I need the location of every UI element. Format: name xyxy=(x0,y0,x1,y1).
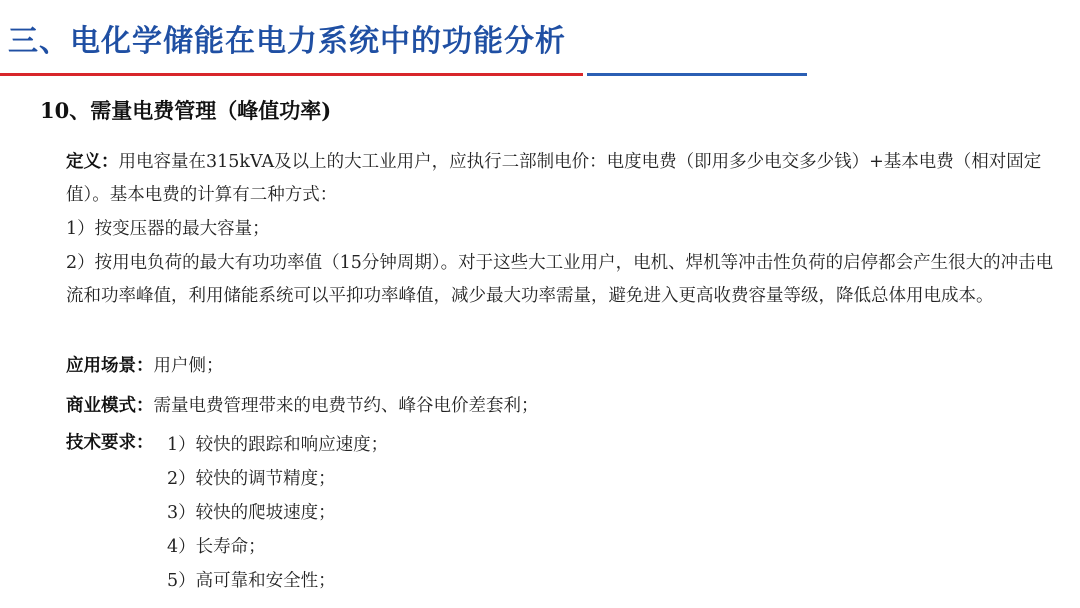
technical-item: 1）较快的跟踪和响应速度； xyxy=(167,435,389,455)
application-label: 应用场景 xyxy=(66,356,136,376)
technical-item: 5）高可靠和安全性； xyxy=(167,571,336,591)
method-2: 2）按用电负荷的最大有功功率值（15分钟周期）。对于这些大工业用户，电机、焊机等冲击性负荷的启停都会产生很大的冲击电流和功率峰值，利用储能系统可以平抑功率峰值，减少最大功率需量，避免进入更高收费容量等级，降低总体用电成本。 xyxy=(66,253,1054,306)
definition-paragraph xyxy=(66,146,1066,212)
slide-title: 三、电化学储能在电力系统中的功能分析 xyxy=(8,24,566,59)
application-text: 用户侧； xyxy=(153,356,224,376)
business-text: 需量电费管理带来的电费节约、峰谷电价差套利； xyxy=(153,396,539,416)
business-colon: ： xyxy=(136,396,154,416)
technical-label: 技术要求 xyxy=(66,433,136,453)
title-underline-red xyxy=(0,73,583,76)
technical-item: 4）长寿命； xyxy=(167,537,266,557)
technical-item: 3）较快的爬坡速度； xyxy=(167,503,336,523)
application-colon: ： xyxy=(136,356,154,376)
definition-colon: ： xyxy=(101,152,119,172)
title-underline-blue xyxy=(587,73,807,76)
business-line xyxy=(66,392,539,417)
technical-colon: ： xyxy=(136,433,154,453)
definition-label: 定义 xyxy=(66,152,101,172)
technical-label-line xyxy=(66,429,154,454)
business-label: 商业模式 xyxy=(66,396,136,416)
technical-item: 2）较快的调节精度； xyxy=(167,469,336,489)
application-line xyxy=(66,352,224,377)
section-heading: 10、需量电费管理（峰值功率) xyxy=(40,98,332,123)
method-1: 1）按变压器的最大容量； xyxy=(66,219,270,239)
definition-text: 用电容量在315kVA及以上的大工业用户，应执行二部制电价：电度电费（即用多少电交多少钱）+基本电费（相对固定值）。基本电费的计算有二种方式： xyxy=(66,152,1042,205)
